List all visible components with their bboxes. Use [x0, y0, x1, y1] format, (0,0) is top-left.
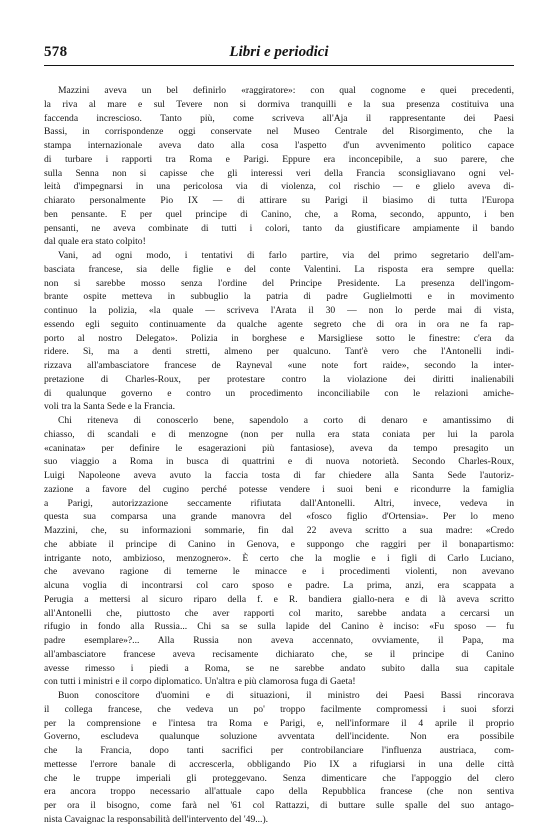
text-line: basciata francese, sia delle figlie e del conte Valentini. La risposta era sempre quella: — [44, 263, 514, 275]
text-line: che la Francia, dopo tanti sacrifici per controbilanciare l'influenza austriaca, com- — [44, 745, 514, 756]
text-line: padre esemplare»?... Alla Russia non aveva accennato, ovviamente, il Papa, ma — [44, 635, 514, 646]
text-line: che avevano ragione di temerne le minacce e i procedimenti violenti, non avevano — [44, 566, 514, 578]
text-line: mettesse l'errore banale di accrescerla, obbligando Pio IX a rifugiarsi in una delle città — [44, 758, 514, 770]
text-line: chiarato personalmente Pio IX — di attirare su Parigi il biasimo di tutta l'Europa — [44, 195, 514, 206]
text-line: avesse rimesso i piedi a Roma, se ne sarebbe andato subito dalla sua capitale — [44, 662, 514, 674]
text-line: Vani, ad ogni modo, i tentativi di farlo partire, via del primo segretario dell'am- — [58, 250, 514, 261]
text-line: continuo la polizia, «la quale — scriveva l'Arata il 30 — non lo perde mai di vista, — [44, 305, 514, 316]
text-line: il collega francese, che vedeva un po' troppo facilmente compromessi i suoi sforzi — [44, 703, 514, 715]
text-line: suo viaggio a Roma in busca di quattrini e di nuova notorietà. Secondo Charles-Roux, — [44, 456, 514, 468]
paragraph — [44, 414, 514, 689]
text-line: faccenda increscioso. Tanto più, come scriveva all'Aja il rappresentante dei Paesi — [44, 112, 514, 124]
paragraph — [44, 84, 514, 249]
text-line: Chi riteneva di conoscerlo bene, sapendolo a corto di denaro e amantissimo di — [58, 415, 514, 426]
text-line: dal quale era stato colpito! — [44, 236, 146, 248]
text-line: pensanti, ne aveva combinate di tutti i colori, tanto da giustificare ampiamente il bando — [44, 222, 514, 234]
text-line: ben pensante. E per quel principe di Canino, che, a Roma, secondo, appunto, i ben — [44, 208, 514, 220]
text-line: di qualunque governo e contro un procedimento inconciliabile con le relazioni amiche- — [44, 387, 514, 399]
text-line: a Parigi, autorizzazione seccamente rifiutata dall'Antonelli. Altri, invece, vedeva in — [44, 497, 514, 509]
paragraph — [44, 689, 514, 827]
text-line: alcuna voglia di incontrarsi col caro sposo e padre. La prima, anzi, era scappata a — [44, 580, 514, 591]
text-line: intrigante noto, ambizioso, menzognero». È certo che la moglie e i figli di Carlo Luciano, — [44, 552, 514, 564]
text-line: rifugio in fondo alla Russia... Chi sa se sulla lapide del Canino è inciso: «Fu sposo — fu — [44, 621, 514, 633]
text-line: per ora il bisogno, come farà nel '61 col Rattazzi, di buttare sulle spalle del suo antago- — [44, 800, 514, 811]
text-line: per la comprensione e l'intesa tra Roma e Parigi, e, nell'informare il 4 aprile il proprio — [44, 717, 514, 729]
text-line: brante ospite metteva in subbuglio la patria di padre Guglielmotti e in movimento — [44, 291, 514, 303]
body-text — [44, 84, 514, 827]
text-line: Luigi Napoleone aveva avuto la faccia tosta di far chiedere alla Santa Sede l'autoriz- — [44, 470, 514, 481]
text-line: Bassi, in corrispondenze oggi conservate nel Museo Centrale del Risorgimento, che la — [44, 126, 514, 138]
text-line: nista Cavaignac la responsabilità dell'intervento del '49...). — [44, 813, 269, 825]
text-line: che abbiate il principe di Canino in Genova, e suppongo che raggiri per il bonapartismo: — [44, 538, 514, 550]
running-header — [44, 44, 514, 66]
text-line: all'Antonelli che, piuttosto che aver rapporti col marito, sarebbe andata a cercarsi un — [44, 607, 514, 619]
text-line: ridere. Sì, ma a denti stretti, almeno per qualcuno. Tant'è vero che l'Antonelli indi- — [44, 346, 514, 358]
paragraph — [44, 249, 514, 414]
text-line: chiasso, di scandali e di menzogne (non per nulla era stata coniata per lui la parola — [44, 428, 514, 440]
text-line: porto al nostro Delegato». Polizia in borghese e Marsigliese sotto le finestre: c'era da — [44, 332, 514, 344]
text-line: stampa internazionale aveva dato alla cosa l'aspetto d'un avvenimento politico capace — [44, 140, 514, 151]
text-line: con tutti i ministri e il corpo diplomatico. Un'altra e più clamorosa fuga di Gaeta! — [44, 676, 356, 688]
text-line: all'ambasciatore francese aveva recisamente dichiarato che, se il principe di Canino — [44, 648, 514, 660]
running-title: Libri e periodici — [229, 44, 329, 60]
header-rule — [44, 65, 514, 66]
text-line: Perugia a mettersi al sicuro riparo della f. e R. bandiera giallo-nera e di là aveva scritto — [44, 593, 514, 605]
text-line: che le truppe imperiali gli proteggevano. Senza dimenticare che l'appoggio del clero — [44, 772, 514, 784]
page-number: 578 — [44, 44, 68, 60]
text-line: «caninata» per definire le esagerazioni più fantasiose), aveva da tempo presagito un — [44, 442, 514, 454]
text-line: Mazzini aveva un bel definirlo «raggiratore»: con qual cognome e quei precedenti, — [58, 85, 514, 96]
text-line: Governo, escludeva qualunque soluzione avventata dell'incidente. Non era possibile — [44, 731, 514, 743]
text-line: questa sua comparsa una grande manovra del «fosco figlio d'Ortensia». Per lo meno — [44, 511, 514, 523]
text-line: zazione a favore del cugino perché potesse vendere i suoi beni e ricondurre la famiglia — [44, 483, 514, 495]
text-line: non si sarebbe mosso senza l'ordine del Principe Presidente. La presenza dell'ingom- — [44, 277, 514, 289]
text-line: essendo egli seguito continuamente da qualche agente segreto che di ora in ora ne fa rap- — [44, 318, 514, 330]
text-line: leità d'impegnarsi in una pericolosa via di violenza, col rischio — e glielo aveva di- — [44, 181, 514, 193]
text-line: pretazione di Charles-Roux, per protestare contro la violazione dei diritti inalienabili — [44, 373, 514, 385]
text-line: voli tra la Santa Sede e la Francia. — [44, 401, 176, 413]
text-line: sulla Senna non si capisse che gli interessi veri della Francia sconsigliavano ogni vel- — [44, 167, 514, 179]
text-line: Buon conoscitore d'uomini e di situazioni, il ministro dei Paesi Bassi rincorava — [58, 690, 514, 701]
text-line: era ancora troppo necessario all'attuale capo della Repubblica francese (che non sentiva — [44, 786, 514, 798]
text-line: Mazzini, che, su informazioni sommarie, fin dal 22 aveva scritto a sua madre: «Credo — [44, 525, 514, 536]
text-line: rizzava all'ambasciatore francese de Rayneval «une note fort raide», secondo la inter- — [44, 360, 514, 371]
text-line: di turbare i rapporti tra Roma e Parigi. Eppure era inconcepibile, a suo parere, che — [44, 153, 514, 165]
text-line: la riva al mare e sul Tevere non si dormiva tranquilli e la sua presenza costituiva una — [44, 98, 514, 110]
